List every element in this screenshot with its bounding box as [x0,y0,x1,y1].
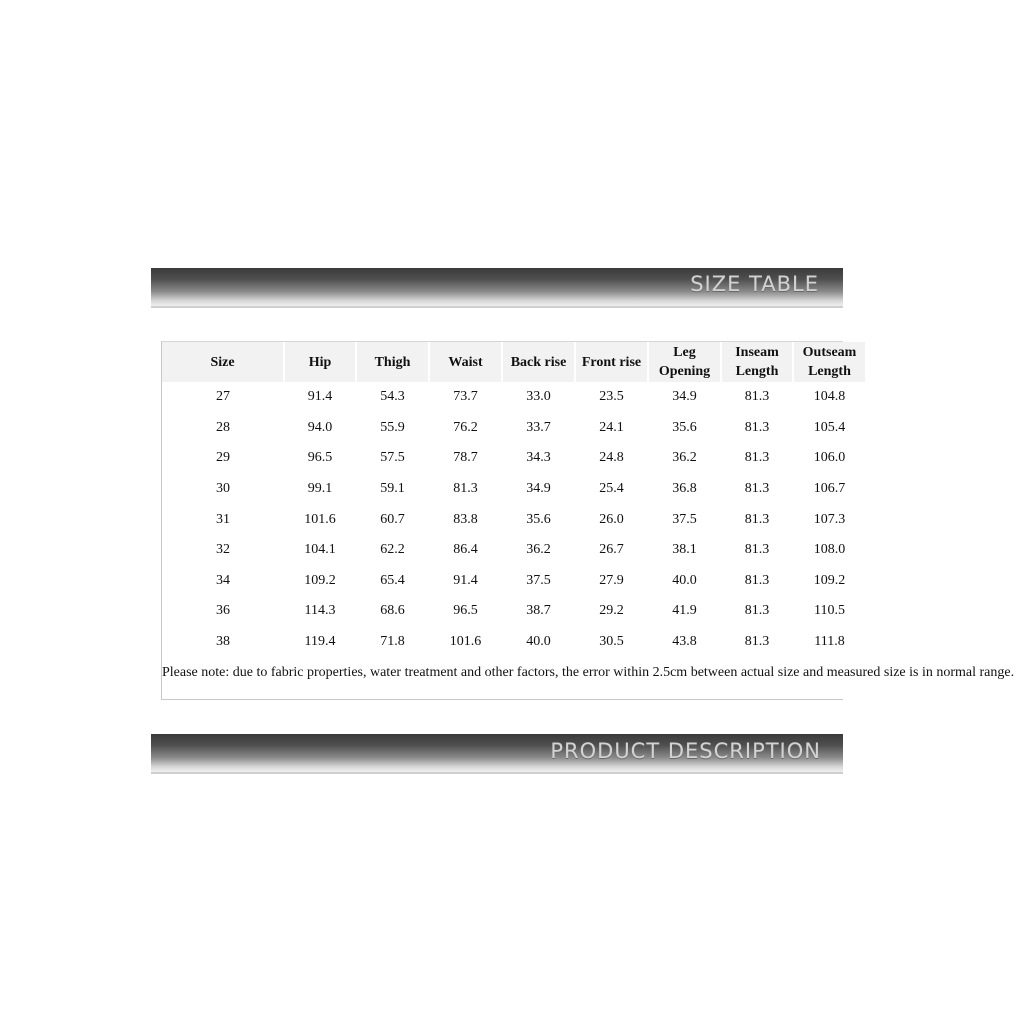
column-header: Hip [284,342,356,382]
measurement-cell: 108.0 [793,535,866,566]
product-description-title: PRODUCT DESCRIPTION [550,739,821,763]
measurement-cell: 29.2 [575,596,648,627]
measurement-cell: 34.9 [502,474,575,505]
column-header: Waist [429,342,502,382]
measurement-cell: 101.6 [429,627,502,658]
column-header: Outseam Length [793,342,866,382]
measurement-cell: 54.3 [356,382,429,413]
measurement-cell: 33.7 [502,413,575,444]
measurement-cell: 73.7 [429,382,502,413]
measurement-cell: 81.3 [721,474,793,505]
measurement-cell: 26.0 [575,504,648,535]
size-cell: 36 [162,596,284,627]
measurement-cell: 55.9 [356,413,429,444]
measurement-cell: 43.8 [648,627,721,658]
measurement-cell: 83.8 [429,504,502,535]
size-cell: 32 [162,535,284,566]
measurement-cell: 81.3 [429,474,502,505]
table-row [162,413,866,444]
table-row [162,627,866,658]
measurement-cell: 91.4 [284,382,356,413]
measurement-cell: 101.6 [284,504,356,535]
measurement-cell: 24.1 [575,413,648,444]
measurement-cell: 60.7 [356,504,429,535]
measurement-cell: 24.8 [575,443,648,474]
size-cell: 34 [162,566,284,597]
column-header: Size [162,342,284,382]
size-cell: 31 [162,504,284,535]
measurement-cell: 81.3 [721,535,793,566]
measurement-cell: 36.2 [502,535,575,566]
measurement-cell: 35.6 [648,413,721,444]
measurement-cell: 81.3 [721,566,793,597]
measurement-cell: 71.8 [356,627,429,658]
table-row [162,535,866,566]
measurement-cell: 36.8 [648,474,721,505]
measurement-cell: 34.9 [648,382,721,413]
measurement-cell: 99.1 [284,474,356,505]
column-header: Front rise [575,342,648,382]
measurement-cell: 109.2 [793,566,866,597]
table-header-row [162,342,866,382]
size-cell: 27 [162,382,284,413]
size-table-banner [151,268,843,306]
column-header: Back rise [502,342,575,382]
column-header: Thigh [356,342,429,382]
measurement-cell: 111.8 [793,627,866,658]
measurement-cell: 110.5 [793,596,866,627]
measurement-cell: 34.3 [502,443,575,474]
table-row [162,596,866,627]
measurement-cell: 96.5 [284,443,356,474]
size-cell: 28 [162,413,284,444]
measurement-cell: 38.1 [648,535,721,566]
measurement-cell: 106.0 [793,443,866,474]
measurement-cell: 41.9 [648,596,721,627]
measurement-cell: 59.1 [356,474,429,505]
size-table-container [161,341,1015,700]
measurement-cell: 96.5 [429,596,502,627]
measurement-cell: 81.3 [721,382,793,413]
measurement-cell: 27.9 [575,566,648,597]
measurement-cell: 35.6 [502,504,575,535]
measurement-cell: 62.2 [356,535,429,566]
measurement-cell: 68.6 [356,596,429,627]
measurement-cell: 81.3 [721,504,793,535]
measurement-cell: 109.2 [284,566,356,597]
measurement-cell: 81.3 [721,443,793,474]
measurement-cell: 25.4 [575,474,648,505]
measurement-cell: 33.0 [502,382,575,413]
column-header: Inseam Length [721,342,793,382]
measurement-cell: 38.7 [502,596,575,627]
measurement-cell: 81.3 [721,596,793,627]
measurement-cell: 37.5 [502,566,575,597]
table-note-row [162,657,866,688]
size-table-title: SIZE TABLE [690,272,819,296]
measurement-cell: 23.5 [575,382,648,413]
measurement-cell: 30.5 [575,627,648,658]
size-note: Please note: due to fabric properties, water treatment and other factors, the error within 2.5cm between actual size and measured size is in normal range. [162,665,1015,681]
size-table [162,342,1015,688]
measurement-cell: 86.4 [429,535,502,566]
table-body [162,382,866,657]
table-row [162,474,866,505]
measurement-cell: 36.2 [648,443,721,474]
measurement-cell: 114.3 [284,596,356,627]
measurement-cell: 78.7 [429,443,502,474]
measurement-cell: 81.3 [721,627,793,658]
measurement-cell: 107.3 [793,504,866,535]
measurement-cell: 57.5 [356,443,429,474]
measurement-cell: 76.2 [429,413,502,444]
measurement-cell: 81.3 [721,413,793,444]
table-row [162,443,866,474]
table-row [162,504,866,535]
size-cell: 29 [162,443,284,474]
measurement-cell: 26.7 [575,535,648,566]
table-row [162,566,866,597]
measurement-cell: 106.7 [793,474,866,505]
measurement-cell: 105.4 [793,413,866,444]
measurement-cell: 119.4 [284,627,356,658]
measurement-cell: 94.0 [284,413,356,444]
table-row [162,382,866,413]
measurement-cell: 91.4 [429,566,502,597]
measurement-cell: 37.5 [648,504,721,535]
measurement-cell: 104.8 [793,382,866,413]
column-header: Leg Opening [648,342,721,382]
product-description-banner [151,734,843,772]
size-cell: 38 [162,627,284,658]
measurement-cell: 104.1 [284,535,356,566]
table-note-cell [162,657,1015,688]
measurement-cell: 65.4 [356,566,429,597]
measurement-cell: 40.0 [502,627,575,658]
size-cell: 30 [162,474,284,505]
measurement-cell: 40.0 [648,566,721,597]
